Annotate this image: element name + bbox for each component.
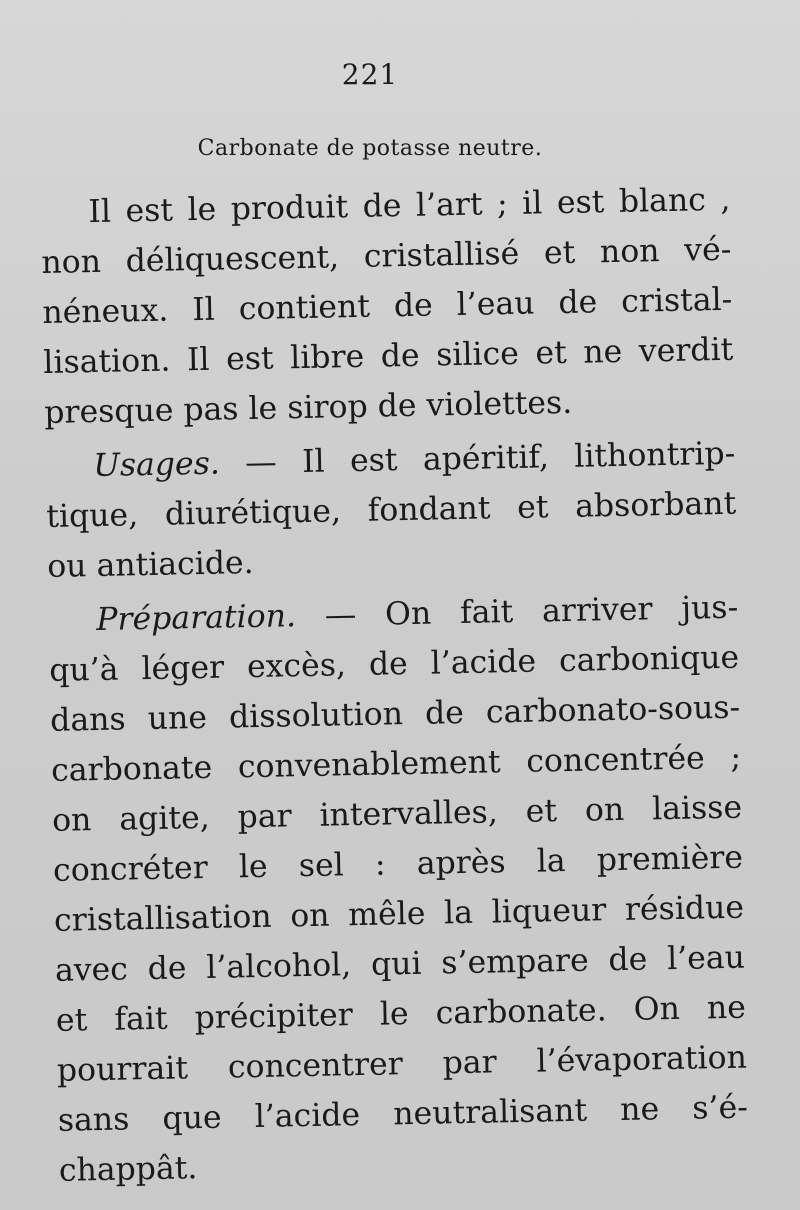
- text-line: cristallisation on mêle la liqueur résidue: [53, 889, 745, 939]
- page-number: 221: [341, 58, 399, 91]
- text-line: dans une dissolution de carbonato-sous-: [49, 689, 741, 739]
- text-line: avec de l’alcohol, qui s’empare de l’eau: [54, 939, 746, 989]
- paragraph-usages: [45, 429, 738, 592]
- text-line: lisation. Il est libre de silice et ne verdit: [43, 331, 734, 381]
- section-heading: Carbonate de potasse neutre.: [197, 136, 543, 161]
- text-line: tique, diurétique, fondant et absorbant: [45, 485, 737, 535]
- text-line: concréter le sel : après la première: [52, 839, 744, 889]
- text-line: Il est le produit de l’art ; il est blanc ,: [88, 181, 731, 231]
- text-line: qu’à léger excès, de l’acide carbonique: [48, 639, 740, 689]
- text-line: et fait précipiter le carbonate. On ne: [55, 989, 747, 1039]
- text-line: non déliquescent, cristallisé et non vé-: [41, 231, 732, 281]
- paragraph-description: [40, 175, 735, 438]
- text-line: presque pas le sirop de violettes.: [43, 384, 573, 431]
- text-line-rest: — On fait arriver jus-: [295, 589, 739, 635]
- text-line: on agite, par intervalles, et on laisse: [51, 789, 743, 839]
- text-line: chappât.: [58, 1150, 198, 1189]
- paragraph-preparation: [48, 583, 749, 1196]
- text-line: carbonate convenablement concentrée ;: [50, 739, 742, 789]
- usages-label: Usages.: [93, 445, 221, 485]
- text-line: sans que l’acide neutralisant ne s’é-: [57, 1089, 749, 1139]
- text-line: pourrait concentrer par l’évaporation: [56, 1039, 748, 1089]
- text-line: ou antiacide.: [46, 544, 254, 585]
- body-text: [40, 175, 749, 1196]
- preparation-label: Préparation.: [95, 598, 297, 638]
- text-line: néneux. Il contient de l’eau de cristal-: [42, 281, 733, 331]
- text-line-rest: — Il est apéritif, lithontrip-: [219, 435, 736, 482]
